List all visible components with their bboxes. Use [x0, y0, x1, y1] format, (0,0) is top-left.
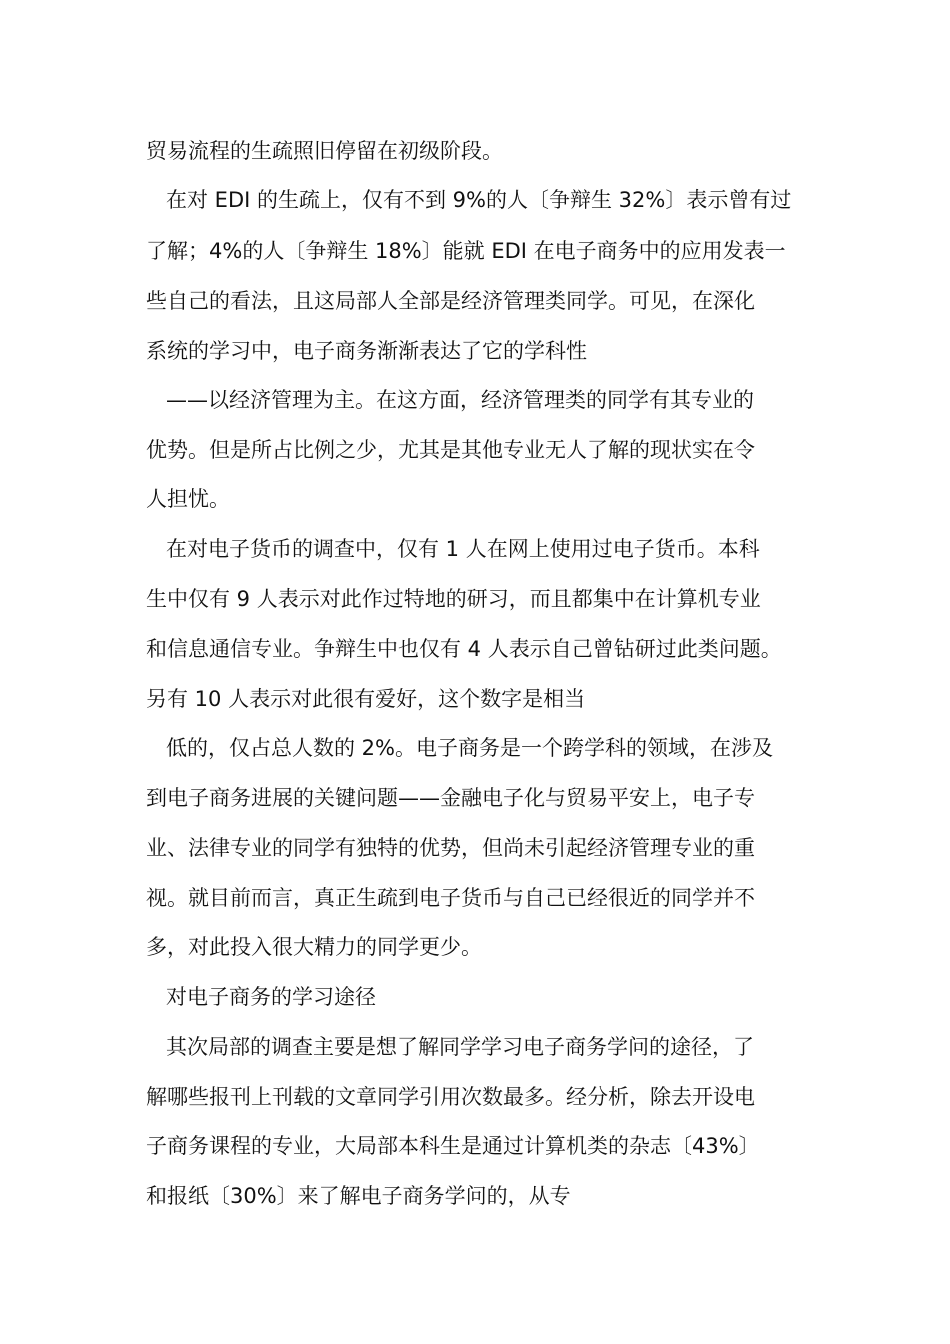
text-line: 低的，仅占总人数的 2%。电子商务是一个跨学科的领域，在涉及 — [166, 736, 773, 760]
text-line: 生中仅有 9 人表示对此作过特地的研习，而且都集中在计算机专业 — [146, 587, 761, 611]
text-line: 另有 10 人表示对此很有爱好，这个数字是相当 — [146, 687, 586, 711]
text-line: 其次局部的调查主要是想了解同学学习电子商务学问的途径，了 — [166, 1035, 754, 1059]
text-line: 了解；4%的人〔争辩生 18%〕能就 EDI 在电子商务中的应用发表一 — [146, 239, 786, 263]
text-line: 些自己的看法，且这局部人全部是经济管理类同学。可见，在深化 — [146, 289, 755, 313]
text-line: 业、法律专业的同学有独特的优势，但尚未引起经济管理专业的重 — [146, 836, 755, 860]
text-line: 视。就目前而言，真正生疏到电子货币与自己已经很近的同学并不 — [146, 886, 755, 910]
section-heading: 对电子商务的学习途径 — [166, 985, 376, 1009]
text-line: 优势。但是所占比例之少，尤其是其他专业无人了解的现状实在令 — [146, 438, 755, 462]
text-line: 在对 EDI 的生疏上，仅有不到 9%的人〔争辩生 32%〕表示曾有过 — [166, 188, 792, 212]
text-line: 到电子商务进展的关键问题——金融电子化与贸易平安上，电子专 — [146, 786, 755, 810]
text-line: 和报纸〔30%〕来了解电子商务学问的，从专 — [146, 1184, 571, 1208]
text-line: 子商务课程的专业，大局部本科生是通过计算机类的杂志〔43%〕 — [146, 1134, 760, 1158]
text-line: 和信息通信专业。争辩生中也仅有 4 人表示自己曾钻研过此类问题。 — [146, 637, 782, 661]
text-line: 解哪些报刊上刊载的文章同学引用次数最多。经分析，除去开设电 — [146, 1085, 755, 1109]
text-line: 贸易流程的生疏照旧停留在初级阶段。 — [146, 139, 503, 163]
text-line: ——以经济管理为主。在这方面，经济管理类的同学有其专业的 — [166, 388, 754, 412]
text-line: 系统的学习中，电子商务渐渐表达了它的学科性 — [146, 339, 587, 363]
text-line: 人担忧。 — [146, 487, 230, 511]
text-line: 在对电子货币的调查中，仅有 1 人在网上使用过电子货币。本科 — [166, 537, 760, 561]
text-line: 多，对此投入很大精力的同学更少。 — [146, 935, 482, 959]
